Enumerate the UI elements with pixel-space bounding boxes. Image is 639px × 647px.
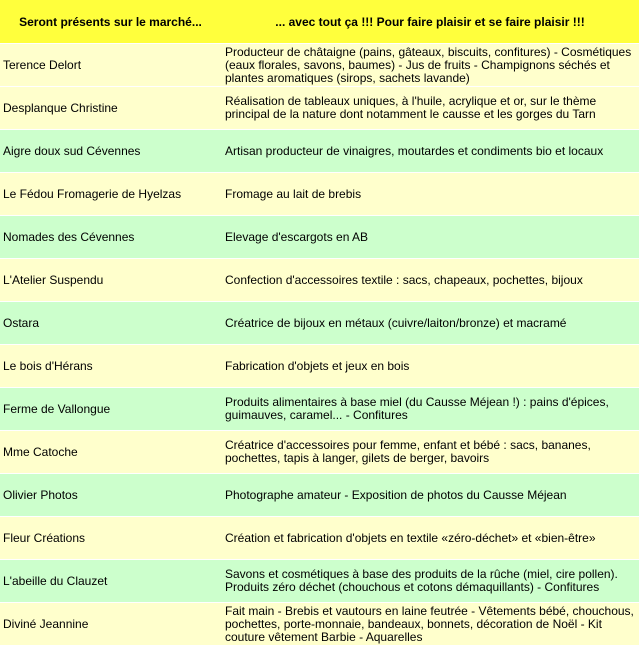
vendor-description: Confection d'accessoires textile : sacs, chapeaux, pochettes, bijoux [221,259,639,302]
table-row [0,302,639,345]
vendor-description: Elevage d'escargots en AB [221,216,639,259]
vendor-description: Fabrication d'objets et jeux en bois [221,345,639,388]
vendor-name: Fleur Créations [0,517,221,560]
table-row [0,474,639,517]
table-row [0,388,639,431]
table-row [0,173,639,216]
vendor-description: Produits alimentaires à base miel (du Causse Méjean !) : pains d'épices, guimauves, caramel... - Confitures [221,388,639,431]
vendor-description: Producteur de châtaigne (pains, gâteaux, biscuits, confitures) - Cosmétiques (eaux florales, savons, baumes) - Jus de fruits - Champignons séchés et plantes aromatiques (sirops, sachets lavande) [221,44,639,87]
vendor-name: Terence Delort [0,44,221,87]
vendor-name: L'abeille du Clauzet [0,560,221,603]
table-row [0,87,639,130]
vendor-name: Le Fédou Fromagerie de Hyelzas [0,173,221,216]
table-header-row [0,0,639,44]
table-row [0,130,639,173]
table-row [0,216,639,259]
column-header-description: ... avec tout ça !!! Pour faire plaisir et se faire plaisir !!! [221,0,639,44]
table-row [0,44,639,87]
vendor-name: Olivier Photos [0,474,221,517]
table-row [0,517,639,560]
column-header-vendor: Seront présents sur le marché... [0,0,221,44]
vendor-name: Nomades des Cévennes [0,216,221,259]
table-row [0,560,639,603]
vendor-name: Le bois d'Hérans [0,345,221,388]
vendor-name: Desplanque Christine [0,87,221,130]
vendor-description: Création et fabrication d'objets en textile «zéro-déchet» et «bien-être» [221,517,639,560]
vendor-name: Aigre doux sud Cévennes [0,130,221,173]
vendor-description: Savons et cosmétiques à base des produits de la rûche (miel, cire pollen). Produits zéro déchet (chouchous et cotons démaquillants) - Confitures [221,560,639,603]
vendor-description: Fait main - Brebis et vautours en laine feutrée - Vêtements bébé, chouchous, pochettes, porte-monnaie, bandeaux, bonnets, décoration de Noël - Kit couture vêtement Barbie - Aquarelles [221,603,639,646]
table-row [0,431,639,474]
vendor-description: Artisan producteur de vinaigres, moutardes et condiments bio et locaux [221,130,639,173]
vendor-description: Créatrice d'accessoires pour femme, enfant et bébé : sacs, bananes, pochettes, tapis à langer, gilets de berger, bavoirs [221,431,639,474]
vendor-description: Créatrice de bijoux en métaux (cuivre/laiton/bronze) et macramé [221,302,639,345]
vendor-name: L'Atelier Suspendu [0,259,221,302]
vendor-name: Diviné Jeannine [0,603,221,646]
vendor-description: Fromage au lait de brebis [221,173,639,216]
vendor-name: Ostara [0,302,221,345]
vendor-description: Photographe amateur - Exposition de photos du Causse Méjean [221,474,639,517]
vendor-description: Réalisation de tableaux uniques, à l'huile, acrylique et or, sur le thème principal de la nature dont notamment le causse et les gorges du Tarn [221,87,639,130]
table-row [0,345,639,388]
table-row [0,259,639,302]
table-row [0,603,639,646]
vendor-name: Mme Catoche [0,431,221,474]
vendor-name: Ferme de Vallongue [0,388,221,431]
